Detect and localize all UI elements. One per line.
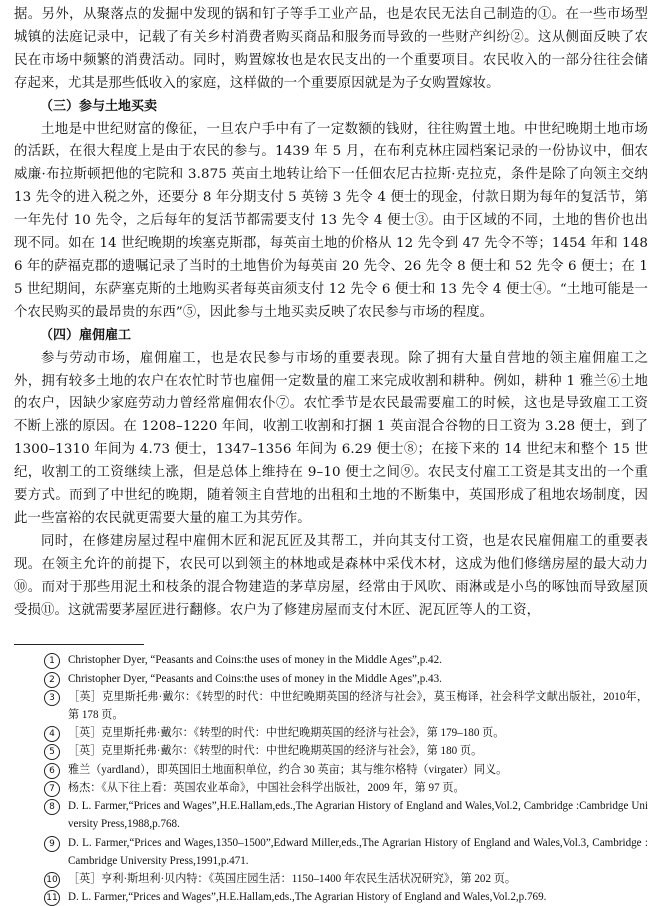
footnote-text: ［英］克里斯托弗·戴尔：《转型的时代：中世纪晚期英国的经济与社会》，莫玉梅译，社会科学文献出版社，2010年，第 178 页。 [68, 690, 648, 722]
footnote-marker: 11 [44, 890, 60, 906]
footnote-item [14, 834, 648, 870]
footnote-list [14, 651, 648, 906]
footnote-item [14, 651, 648, 669]
hired-labor-paragraph-1: 参与劳动市场，雇佣雇工，也是农民参与市场的重要表现。除了拥有大量自营地的领主雇佣雇工之外，拥有较多土地的农户在农忙时节也雇佣一定数量的雇工来完成收割和耕种。例如，耕种 1 雅兰⑥土地的农户，因缺少家庭劳动力曾经常雇佣农仆⑦。农忙季节是农民最需要雇工的时候，这也是导致雇工工资不断上涨的原因。在 1208–1220 年间，收割工收割和打捆 1 英亩混合谷物的日工资为 3.28 便士，到了 1300–1310 年间为 4.73 便士，1347–1356 年间为 6.29 便士⑧；在接下来的 14 世纪末和整个 15 世纪，收割工的工资继续上涨，但是总体上维持在 9–10 便士之间⑨。农民支付雇工工资是其支出的一个重要方式。而到了中世纪的晚期，随着领主自营地的出租和土地的不断集中，英国形成了租地农场制度，因此一些富裕的农民就更需要大量的雇工为其劳作。 [14, 350, 648, 526]
footnote-text: D. L. Farmer,“Prices and Wages”,H.E.Hallam,eds.,The Agrarian History of England and Wales,Vol.2,p.769. [68, 891, 547, 904]
footnote-item [14, 888, 648, 906]
footnote-text: Christopher Dyer, “Peasants and Coins:the uses of money in the Middle Ages”,p.43. [68, 672, 442, 685]
footnote-text: ［英］克里斯托弗·戴尔：《转型的时代：中世纪晚期英国的经济与社会》，第 180 页。 [68, 745, 483, 758]
footnote-marker: 3 [44, 690, 60, 706]
hired-labor-paragraph-2: 同时，在修建房屋过程中雇佣木匠和泥瓦匠及其帮工，并向其支付工资，也是农民雇佣雇工的重要表现。在领主允许的前提下，农民可以到领主的林地或是森林中采伐木材，这成为他们修缮房屋的最大动力⑩。而对于那些用泥土和枝条的混合物建造的茅草房屋，经常由于风吹、雨淋或是小鸟的啄蚀而导致屋顶受损⑪。这就需要茅屋匠进行翻修。农户为了修建房屋而支付木匠、泥瓦匠等人的工资， [14, 533, 648, 618]
footnote-item [14, 724, 648, 742]
footnote-marker: 4 [44, 726, 60, 742]
footnote-item [14, 797, 648, 833]
footnote-text: 杨杰：《从下往上看：英国农业革命》，中国社会科学出版社，2009 年，第 97 页。 [68, 781, 465, 794]
footnote-marker: 5 [44, 744, 60, 760]
footnote-text: Christopher Dyer, “Peasants and Coins:the uses of money in the Middle Ages”,p.42. [68, 654, 442, 667]
section-heading-land-trade: （三）参与土地买卖 [40, 98, 158, 114]
footnote-item [14, 742, 648, 760]
land-trade-paragraph: 土地是中世纪财富的像征，一旦农户手中有了一定数额的钱财，往往购置土地。中世纪晚期土地市场的活跃，在很大程度上是由于农民的参与。1439 年 5 月，在布利克林庄园档案记录的一份协议中，佃农威廉·布拉斯顿把他的宅院和 3.875 英亩土地转让给下一任佃农尼古拉斯·克拉克，条件是除了向领主交纳 13 先令的进入税之外，还要分 8 年分期支付 5 英镑 3 先令 4 便士的现金，付款日期为每年的复活节，第一年先付 10 先令，之后每年的复活节都需要支付 13 先令 4 便士③。由于区域的不同，土地的售价也出现不同。如在 14 世纪晚期的埃塞克斯郡，每英亩土地的价格从 12 先令到 47 先令不等；1454 年和 1486 年的萨福克郡的遗嘱记录了当时的土地售价为每英亩 20 先令、26 先令 8 便士和 52 先令 6 便士；在 15 世纪期间，东萨塞克斯的土地购买者每英亩须支付 12 先令 6 便士和 13 先令 4 便士④。“土地可能是一个农民购买的最昂贵的东西”⑤，因此参与土地买卖反映了农民参与市场的程度。 [14, 121, 648, 320]
footnote-text: 雅兰（yardland），即英国旧土地面积单位，约合 30 英亩；其与维尔格特（virgater）同义。 [68, 763, 508, 776]
footnote-item [14, 688, 648, 724]
footnote-marker: 2 [44, 672, 60, 688]
document-page [14, 4, 648, 906]
footnote-item [14, 779, 648, 797]
footnote-marker: 6 [44, 763, 60, 779]
footnote-item [14, 670, 648, 688]
footnote-marker: 10 [44, 872, 60, 888]
footnote-text: D. L. Farmer,“Prices and Wages,1350–1500”,Edward Miller,eds.,The Agrarian History of England and Wales,Vol.3, Cambridge :Cambridge University Press,1991,p.471. [68, 836, 648, 867]
footnote-text: D. L. Farmer,“Prices and Wages”,H.E.Hallam,eds.,The Agrarian History of England and Wales,Vol.2, Cambridge :Cambridge University Press,1988,p.768. [68, 800, 648, 831]
footnote-text: ［英］亨利·斯坦利·贝内特：《英国庄园生活：1150–1400 年农民生活状况研究》，第 202 页。 [68, 872, 516, 885]
footnote-item [14, 761, 648, 779]
footnote-item [14, 870, 648, 888]
footnote-divider [14, 644, 144, 645]
footnote-text: ［英］克里斯托弗·戴尔：《转型的时代：中世纪晚期英国的经济与社会》，第 179–180 页。 [68, 727, 505, 740]
footnote-marker: 1 [44, 653, 60, 669]
footnote-marker: 9 [44, 836, 60, 852]
section-heading-hired-labor: （四）雇佣雇工 [40, 327, 132, 343]
footnote-marker: 7 [44, 781, 60, 797]
footnote-marker: 8 [44, 799, 60, 815]
intro-paragraph: 据。另外，从聚落点的发掘中发现的锅和钉子等手工业产品，也是农民无法自己制造的①。在一些市场型城镇的法庭记录中，记载了有关乡村消费者购买商品和服务而导致的一些财产纠纷②。这从侧面反映了农民在市场中频繁的消费活动。同时，购置嫁妆也是农民支出的一个重要项目。农民收入的一部分往往会储存起来，尤其是那些低收入的家庭，这样做的一个重要原因就是为子女购置嫁妆。 [14, 7, 648, 91]
